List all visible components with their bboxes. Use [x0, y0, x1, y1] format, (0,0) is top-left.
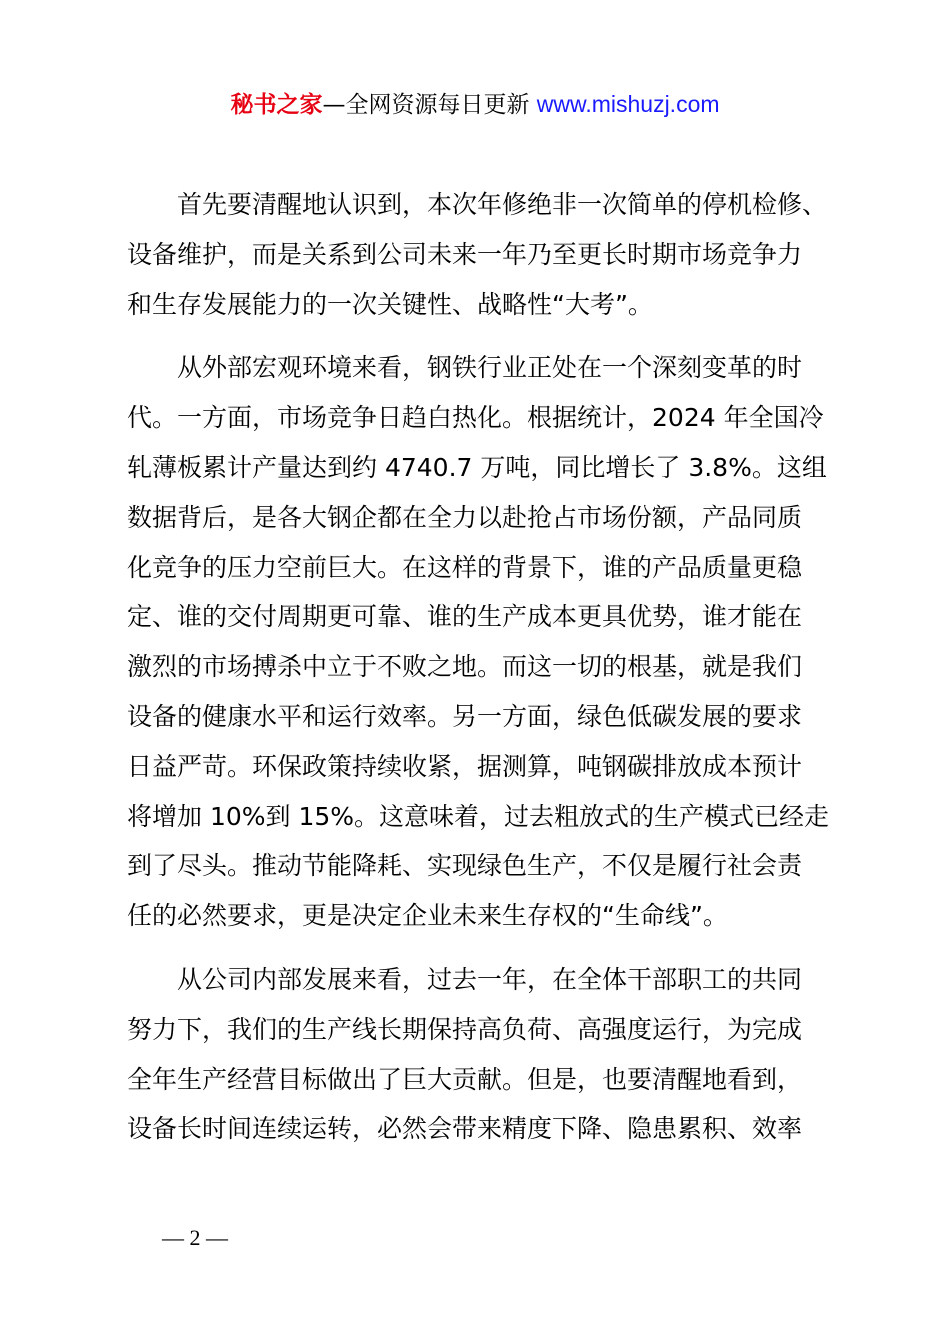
document-body	[127, 180, 835, 1168]
text-line: 日益严苛。环保政策持续收紧，据测算，吨钢碳排放成本预计	[127, 751, 803, 781]
text-line: 设备的健康水平和运行效率。另一方面，绿色低碳发展的要求	[127, 701, 803, 731]
paragraph-1	[127, 180, 835, 329]
text-line: 任的必然要求，更是决定企业未来生存权的“生命线”。	[127, 901, 728, 931]
header-url[interactable]: www.mishuzj.com	[536, 91, 720, 117]
text-line: 轧薄板累计产量达到约 4740.7 万吨，同比增长了 3.8%。这组	[127, 452, 827, 482]
text-line: 努力下，我们的生产线长期保持高负荷、高强度运行，为完成	[127, 1014, 803, 1044]
paragraph-3	[127, 955, 835, 1154]
text-line: 设备维护，而是关系到公司未来一年乃至更长时期市场竞争力	[127, 239, 803, 269]
text-line: 和生存发展能力的一次关键性、战略性“大考”。	[127, 289, 653, 319]
text-line: 首先要清醒地认识到，本次年修绝非一次简单的停机检修、	[177, 190, 828, 219]
page-header	[0, 88, 950, 121]
brand-name: 秘书之家	[230, 92, 323, 118]
header-tagline: —全网资源每日更新	[322, 92, 537, 118]
text-line: 代。一方面，市场竞争日趋白热化。根据统计，2024 年全国冷	[127, 403, 824, 433]
text-line: 化竞争的压力空前巨大。在这样的背景下，谁的产品质量更稳	[127, 552, 803, 582]
text-line: 从公司内部发展来看，过去一年，在全体干部职工的共同	[177, 964, 803, 994]
text-line: 定、谁的交付周期更可靠、谁的生产成本更具优势，谁才能在	[127, 602, 803, 632]
paragraph-2	[127, 343, 835, 941]
page-number: — 2 —	[162, 1225, 228, 1250]
text-line: 数据背后，是各大钢企都在全力以赴抢占市场份额，产品同质	[127, 502, 803, 532]
text-line: 全年生产经营目标做出了巨大贡献。但是，也要清醒地看到，	[127, 1064, 803, 1094]
text-line: 到了尽头。推动节能降耗、实现绿色生产，不仅是履行社会责	[127, 851, 803, 881]
text-line: 从外部宏观环境来看，钢铁行业正处在一个深刻变革的时	[177, 353, 803, 383]
text-line: 将增加 10%到 15%。这意味着，过去粗放式的生产模式已经走	[127, 801, 830, 831]
text-line: 激烈的市场搏杀中立于不败之地。而这一切的根基，就是我们	[127, 652, 803, 682]
text-line: 设备长时间连续运转，必然会带来精度下降、隐患累积、效率	[127, 1114, 803, 1144]
